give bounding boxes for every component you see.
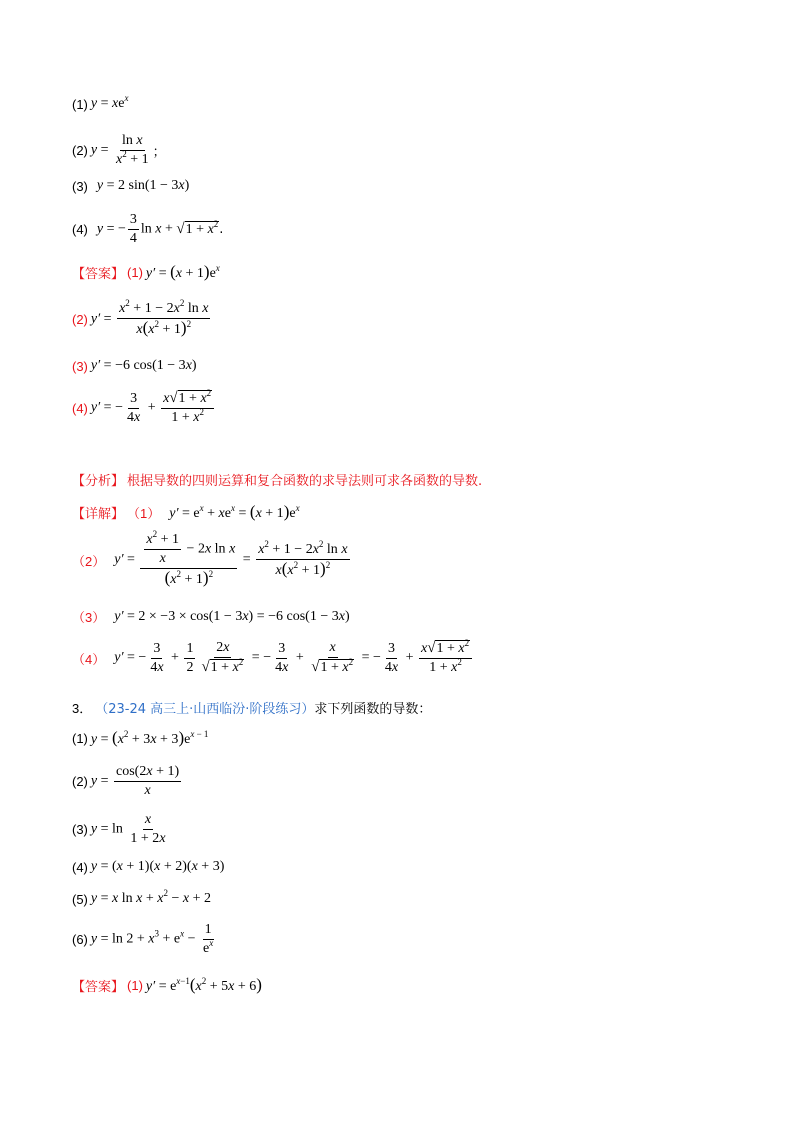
formula: $y' = e^{x-1}(x^2 + 5x + 6)$ (145, 975, 262, 994)
problem3-item-1 (72, 728, 208, 748)
problem3-item-5 (72, 888, 211, 907)
formula: y = ln $\frac{x}{1 + 2x}$ (90, 812, 166, 846)
item-label: (1) (127, 264, 143, 280)
item-label: (1) (127, 977, 143, 993)
formula: y = (x + 1)(x + 2)(x + 3) (90, 859, 225, 874)
item-label: (1) (72, 96, 88, 112)
analysis-text: 根据导数的四则运算和复合函数的求导法则可求各函数的导数. (127, 474, 483, 489)
detail-line-2 (72, 529, 352, 588)
problem2-item-1 (72, 93, 129, 112)
problem3-item-4 (72, 859, 224, 875)
item-label: (2) (72, 774, 88, 789)
item-label: （2） (72, 553, 106, 569)
formula: y′ = $\frac{x^2 + 1 - 2x^2 \ln x}{x(x^2 + 1)^2}$ (90, 298, 209, 337)
formula: y = $\frac{\cos(2x + 1)}{x}$ (90, 764, 180, 798)
problem2-item-4 (72, 212, 223, 247)
item-label: (3) (72, 178, 88, 194)
answer2-line-4 (72, 390, 216, 426)
item-label: (2) (72, 312, 88, 327)
answer-tag: 【答案】 (72, 265, 125, 281)
formula: y = $\frac{\text{ln x}}{x^2 + 1}$ (90, 133, 149, 167)
item-label: (4) (72, 859, 88, 875)
formula: y′ = $\frac{x^2 + 1}{x}$ − 2x ln x $(x^2 + 1)^2$ = $\frac{x^2 + 1 - 2x^2 \ln x}{x(x^2 + 1)^2}$ (114, 529, 348, 587)
formula: $y = (x^2 + 3x + 3)e^{x - 1}$ (90, 728, 209, 747)
answer-tag: 【答案】 (72, 978, 125, 994)
formula: y = x $\ln x + x^2 - x + 2$ (90, 888, 211, 906)
problem3-item-3 (72, 812, 170, 847)
problem3-item-2 (72, 764, 183, 799)
item-label: (3) (72, 358, 88, 374)
item-label: (4) (72, 222, 88, 237)
problem-number: 3． (72, 701, 93, 716)
problem2-item-3 (72, 178, 189, 194)
formula: $y' = (x + 1)e^x$ (145, 262, 220, 281)
item-label: (2) (72, 143, 88, 158)
answer2-line-1 (72, 262, 220, 282)
analysis-tag: 【分析】 (72, 473, 125, 488)
detail-tag: 【详解】 (72, 505, 125, 521)
formula: y′ = − $\frac{3}{4x}$ + x √ $1 + x^2$ $1 + x^2$ (91, 390, 216, 426)
answer2-line-2 (72, 298, 212, 338)
answer3-line-1 (72, 975, 262, 995)
answer2-line-3 (72, 358, 197, 374)
formula: $y' = e^x + xe^x = (x + 1)e^x$ (169, 502, 300, 521)
detail-line-1 (72, 502, 300, 522)
item-label: （4） (72, 651, 106, 667)
detail-line-3 (72, 607, 350, 626)
problem-prompt: 求下列函数的导数： (314, 702, 432, 717)
item-label: (4) (72, 400, 88, 416)
item-label: （3） (72, 610, 106, 625)
item-label: (3) (72, 822, 88, 837)
item-suffix: . (219, 222, 224, 237)
item-label: (6) (72, 932, 88, 947)
formula: $y = \ln 2 + x^3 + e^x$ − $\frac{1}{e^x}$ (90, 922, 214, 956)
problem-source: （23-24 高三上·山西临汾·阶段练习） (95, 702, 315, 717)
item-label: （1） (127, 505, 161, 521)
problem3-heading (72, 698, 431, 717)
item-suffix: ； (152, 145, 166, 160)
problem2-item-2 (72, 133, 166, 168)
formula: y = − $\frac{3}{4}$ ln x + √ $1 + x^2$ (96, 212, 219, 246)
formula: y′ = 2 × −3 × cos(1 − 3x) = −6 cos(1 − 3x) (114, 608, 350, 624)
detail-line-4 (72, 640, 474, 676)
formula: y′ = −6 cos(1 − 3x) (90, 358, 197, 373)
formula: y′ = − $\frac{3}{4x}$ + $\frac{1}{2}$ 2x √ $1 + x^2$ = − $\frac{3}{4x}$ + x √ $1 + x^2$ = − $\frac{3}{4x}$ + x √ $1 + x^2$ $1 + x^2$ (114, 640, 474, 676)
problem3-item-6 (72, 922, 217, 957)
formula: $y = xe^x$ (90, 93, 129, 111)
item-label: (1) (72, 730, 88, 746)
formula: y = 2 sin(1 − 3x) (96, 178, 190, 193)
analysis-line (72, 470, 482, 489)
item-label: (5) (72, 891, 88, 907)
